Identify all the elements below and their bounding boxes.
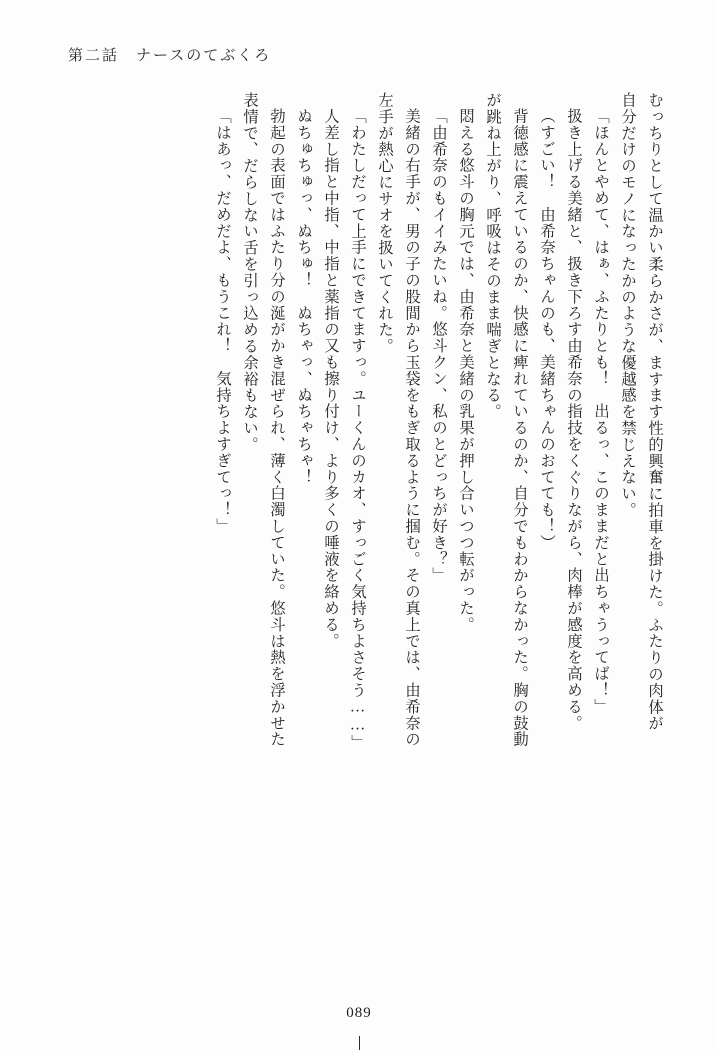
text-line: ぬちゅちゅっ、ぬちゅ！ ぬちゃっ、ぬちゃちゃ！ [295,108,312,486]
vertical-text-body [60,92,662,972]
text-line: が跳ね上がり、呼吸はそのまま喘ぎとなる。 [484,92,501,420]
text-line: 「はあっ、だめだよ、もうこれ！ 気持ちよすぎてっ！」 [214,108,231,535]
text-line: 背徳感に震えているのか、快感に痺れているのか、自分でもわからなかった。胸の鼓動 [511,108,528,748]
text-line: 左手が熱心にサオを扱いてくれた。 [376,92,393,355]
text-line: 勃起の表面ではふたり分の涎がかき混ぜられ、薄く白濁していた。悠斗は熱を浮かせた [268,108,285,748]
text-line: 人差し指と中指、中指と薬指の又も擦り付け、より多くの唾液を絡める。 [322,108,339,650]
text-line: 美緒の右手が、男の子の股間から玉袋をもぎ取るように掴む。その真上では、由希奈の [403,108,420,748]
text-line: むっちりとして温かい柔らかさが、ますます性的興奮に拍車を掛けた。ふたりの肉体が [646,92,663,732]
spine-mark [359,1036,360,1050]
text-line: （すごい！ 由希奈ちゃんのも、美緒ちゃんのおてても！） [538,108,555,551]
text-line: 扱き上げる美緒と、扱き下ろす由希奈の指技をくぐりながら、肉棒が感度を高める。 [565,108,582,732]
text-line: 「ほんとやめて、はぁ、ふたりとも！ 出るっ、このままだと出ちゃうってば！」 [592,108,609,715]
text-line: 「わたしだって上手にできてますっ。ユーくんのカオ、すっごく気持ちよさそう……」 [349,108,366,751]
page-number: 089 [346,1005,372,1021]
running-head-chapter-title: 第二話 ナースのてぶくろ [68,48,272,64]
text-line: 表情で、だらしない舌を引っ込める余裕もない。 [241,92,258,453]
text-line: 「由希奈のもイイみたいね。悠斗クン、私のとどっちが好き？」 [430,108,447,584]
text-line: 悶える悠斗の胸元では、由希奈と美緒の乳果が押し合いつつ転がった。 [457,108,474,633]
text-line: 自分だけのモノになったかのような優越感を禁じえない。 [619,92,636,519]
